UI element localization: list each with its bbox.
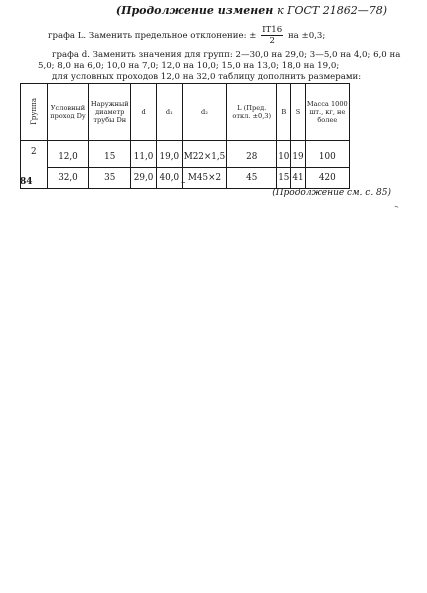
fraction — [261, 25, 283, 46]
text-line-4: для условных проходов 12,0 на 32,0 таблицу дополнить размерами: — [52, 72, 362, 82]
cell-b: 15 — [277, 168, 291, 189]
fraction-denominator: 2 — [269, 36, 275, 46]
col-header-d: d — [131, 84, 157, 141]
header-main: (Продолжение изменен — [115, 4, 274, 17]
stray-mark: – — [392, 201, 401, 213]
cell-dy: 12,0 — [47, 141, 89, 168]
cell-dy: 32,0 — [47, 168, 89, 189]
col-header-d2: d₂ — [182, 84, 227, 141]
cell-l: 45 — [227, 168, 277, 189]
col-header-d1: d₁ — [156, 84, 182, 141]
text-line-2: графа d. Заменить значения для групп: 2—30,0 на 29,0; 3—5,0 на 4,0; 6,0 на — [52, 50, 401, 60]
cell-d1: 40,0 — [156, 168, 182, 189]
line1-before: графа L. Заменить предельное отклонение: ± — [48, 31, 257, 41]
dimensions-table — [20, 83, 350, 189]
col-header-dn: Наружный диаметр трубы Dн — [89, 84, 131, 141]
cell-d2: M45×2 — [182, 168, 227, 189]
page-number: 84 — [20, 177, 33, 187]
text-line-3: 5,0; 8,0 на 6,0; 10,0 на 7,0; 12,0 на 10,0; 15,0 на 13,0; 18,0 на 19,0; — [38, 61, 340, 71]
line1-after: на ±0,3; — [287, 31, 326, 41]
cell-l: 28 — [227, 141, 277, 168]
cell-d2: M22×1,5 — [182, 141, 227, 168]
cell-dn: 15 — [89, 141, 131, 168]
cell-d: 29,0 — [131, 168, 157, 189]
fraction-numerator: IT16 — [262, 25, 283, 35]
cell-s: 41 — [291, 168, 305, 189]
stray-mark: – — [181, 178, 186, 188]
col-header-mass: Масса 1000 шт., кг, не более — [305, 84, 349, 141]
table-row — [21, 141, 350, 168]
col-header-dy: Условный проход Dу — [47, 84, 89, 141]
col-header-group: Группа — [21, 84, 48, 141]
table-header-row — [21, 84, 350, 141]
page-header — [116, 4, 387, 17]
continuation-note: (Продолжение см. с. 85) — [272, 188, 391, 198]
cell-group: 2 — [21, 141, 48, 189]
col-header-s: S — [291, 84, 305, 141]
header-tail: к ГОСТ 21862—78) — [277, 4, 387, 17]
cell-mass: 100 — [305, 141, 349, 168]
cell-s: 19 — [291, 141, 305, 168]
text-line-1 — [48, 25, 325, 46]
cell-d: 11,0 — [131, 141, 157, 168]
col-header-l: L (Пред. откл. ±0,3) — [227, 84, 277, 141]
col-header-b: B — [277, 84, 291, 141]
cell-d1: 19,0 — [156, 141, 182, 168]
cell-b: 10 — [277, 141, 291, 168]
cell-mass: 420 — [305, 168, 349, 189]
cell-dn: 35 — [89, 168, 131, 189]
